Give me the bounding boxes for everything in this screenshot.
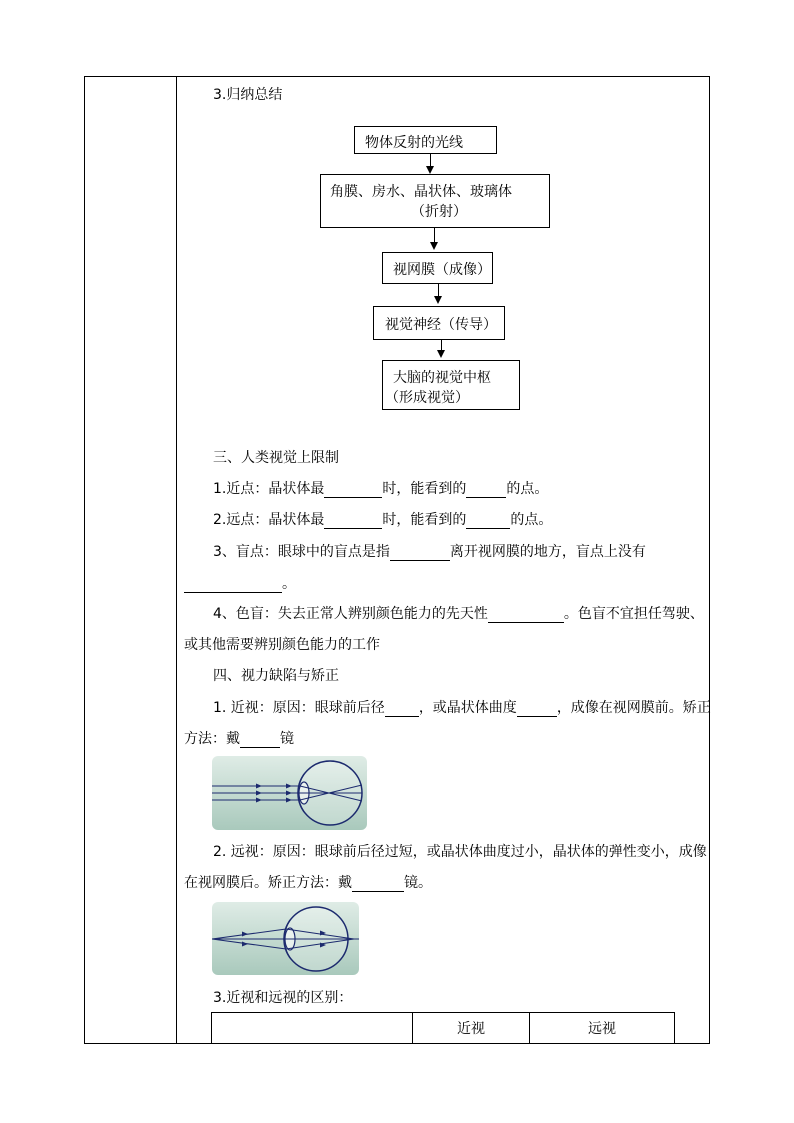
flow-box-label: 物体反射的光线 (365, 135, 463, 151)
blind-spot-line-2 (184, 575, 296, 593)
flow-arrow-head (437, 350, 445, 358)
myopia-line-2 (184, 730, 294, 748)
myopia-text: ，成像在视网膜前。矫正 (556, 700, 711, 716)
myopia-eye-svg (212, 756, 367, 830)
hyperopia-blank[interactable] (352, 877, 404, 892)
flow-box-label: 视网膜（成像） (393, 262, 491, 278)
blind-spot-line (213, 543, 646, 561)
flow-box-retina (382, 252, 493, 284)
far-point-text: 2.远点：晶状体最 (213, 512, 325, 528)
blind-spot-blank-1[interactable] (390, 546, 450, 561)
myopia-text: 镜 (280, 731, 294, 747)
far-point-blank-2[interactable] (466, 514, 510, 529)
myopia-blank-3[interactable] (240, 733, 280, 748)
myopia-blank-1[interactable] (385, 702, 419, 717)
compare-heading: 3.近视和远视的区别： (213, 990, 353, 1006)
near-point-text: 时，能看到的 (382, 481, 467, 497)
flow-box-optic-nerve (373, 306, 505, 340)
flow-box-reflected-light (354, 126, 497, 154)
myopia-eye-diagram (212, 756, 367, 830)
frame-left-border (84, 76, 85, 1044)
color-blind-text: 4、色盲：失去正常人辨别颜色能力的先天性 (213, 606, 488, 622)
flow-box-sublabel: （形成视觉） (385, 390, 469, 406)
table-row (212, 1013, 675, 1044)
compare-table-myopia-header: 近视 (413, 1013, 530, 1044)
myopia-blank-2[interactable] (517, 702, 557, 717)
blind-spot-text: 离开视网膜的地方，盲点上没有 (449, 544, 646, 560)
compare-table-blank-header (212, 1013, 413, 1044)
section4-heading: 四、视力缺陷与矫正 (213, 668, 339, 684)
near-point-blank-2[interactable] (466, 483, 506, 498)
section3-heading: 三、人类视觉上限制 (213, 450, 339, 466)
frame-top-border (84, 76, 710, 77)
flow-box-label: 角膜、房水、晶状体、玻璃体 (330, 184, 512, 200)
flow-box-label: 大脑的视觉中枢 (393, 370, 491, 386)
color-blind-text: 。色盲不宜担任驾驶、 (563, 606, 704, 622)
flow-box-refraction (320, 174, 550, 228)
flow-box-visual-cortex (382, 360, 520, 410)
flow-box-sublabel: （折射） (411, 204, 467, 220)
flow-box-label: 视觉神经（传导） (385, 317, 497, 333)
near-point-text: 1.近点：晶状体最 (213, 481, 325, 497)
myopia-text: 1. 近视：原因：眼球前后径 (213, 700, 385, 716)
flow-arrow-head (426, 166, 434, 174)
hyperopia-eye-svg (212, 902, 359, 975)
near-point-blank-1[interactable] (324, 483, 382, 498)
near-point-line (213, 480, 548, 498)
blind-spot-text: 。 (282, 576, 296, 592)
far-point-text: 的点。 (510, 512, 553, 528)
flow-arrow-head (430, 242, 438, 250)
near-point-text: 的点。 (506, 481, 549, 497)
hyperopia-text: 在视网膜后。矫正方法：戴 (184, 875, 352, 891)
far-point-line (213, 511, 552, 529)
frame-column-divider (176, 76, 177, 1044)
flow-arrow-head (434, 296, 442, 304)
myopia-line (213, 699, 711, 717)
myopia-text: ，或晶状体曲度 (418, 700, 517, 716)
far-point-blank-1[interactable] (324, 514, 382, 529)
blind-spot-text: 3、盲点：眼球中的盲点是指 (213, 544, 390, 560)
compare-table (211, 1012, 675, 1044)
flow-arrow-shaft (434, 228, 435, 243)
far-point-text: 时，能看到的 (382, 512, 467, 528)
blind-spot-blank-2[interactable] (184, 578, 282, 593)
color-blind-blank[interactable] (488, 608, 564, 623)
summary-heading: 3.归纳总结 (213, 87, 283, 103)
hyperopia-line: 2. 远视：原因：眼球前后径过短，或晶状体曲度过小，晶状体的弹性变小，成像 (213, 844, 707, 860)
compare-table-hyperopia-header: 远视 (530, 1013, 675, 1044)
hyperopia-eye-diagram (212, 902, 359, 975)
color-blind-line-2: 或其他需要辨别颜色能力的工作 (184, 637, 380, 653)
myopia-text: 方法：戴 (184, 731, 240, 747)
frame-right-border (709, 76, 710, 1044)
hyperopia-line-2 (184, 874, 432, 892)
color-blind-line (213, 605, 704, 623)
hyperopia-text: 镜。 (404, 875, 432, 891)
